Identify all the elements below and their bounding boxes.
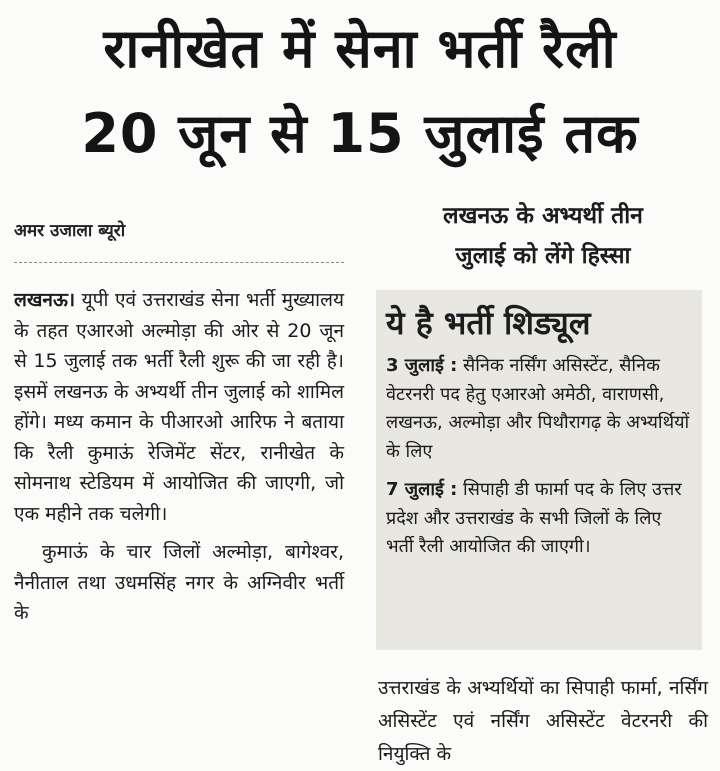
- article-paragraph-2: कुमाऊं के चार जिलों अल्मोड़ा, बागेश्वर, नैनीताल तथा उधमसिंह नगर के अग्निवीर भर्ती के: [14, 541, 344, 624]
- article-paragraph-1: [14, 285, 344, 529]
- schedule-text: सैनिक नर्सिंग असिस्टेंट, सैनिक वेटरनरी पद हेतु एआरओ अमेठी, वाराणसी, लखनऊ, अल्मोड़ा और पिथौरागढ़ के अभ्यर्थियों के लिए: [386, 355, 690, 462]
- byline: अमर उजाला ब्यूरो: [14, 221, 126, 241]
- byline-divider: [14, 262, 344, 263]
- article-body-right: [378, 672, 708, 771]
- subheadline-line-2: जुलाई को लेंगे हिस्सा: [455, 243, 631, 269]
- schedule-entry: [386, 352, 694, 466]
- article-body-left: [14, 285, 344, 629]
- headline-line-2: 20 जून से 15 जुलाई तक: [81, 102, 639, 165]
- schedule-date: 3 जुलाई :: [386, 355, 458, 376]
- headline-line-1: रानीखेत में सेना भर्ती रैली: [103, 17, 617, 80]
- headline: [0, 8, 720, 178]
- schedule-entry: [386, 476, 694, 562]
- schedule-title: ये है भर्ती शिड्यूल: [386, 304, 591, 342]
- article-paragraph-right: उत्तराखंड के अभ्यर्थियों का सिपाही फार्मा, नर्सिंग असिस्टेंट एवं नर्सिंग असिस्टेंट वेटरनरी की नियुक्ति के: [378, 677, 708, 765]
- schedule-text: सिपाही डी फार्मा पद के लिए उत्तर प्रदेश और उत्तराखंड के सभी जिलों के लिए भर्ती रैली आयोजित की जाएगी।: [386, 479, 682, 557]
- schedule-date: 7 जुलाई :: [386, 479, 458, 500]
- paragraph-1-text: यूपी एवं उत्तराखंड सेना भर्ती मुख्यालय के तहत एआरओ अल्मोड़ा की ओर से 20 जून से 15 जुलाई तक भर्ती रैली शुरू की जा रही है। इसमें लखनऊ के अभ्यर्थी तीन जुलाई को शामिल होंगे। मध्य कमान के पीआरओ आरिफ ने बताया कि रैली कुमाऊं रेजिमेंट सेंटर, रानीखेत के सोमनाथ स्टेडियम में आयोजित की जाएगी, जो एक महीने तक चलेगी।: [14, 289, 344, 525]
- schedule-box: [376, 290, 702, 650]
- subheadline-line-1: लखनऊ के अभ्यर्थी तीन: [443, 203, 643, 229]
- dateline: लखनऊ।: [14, 289, 76, 311]
- subheadline: [368, 196, 718, 276]
